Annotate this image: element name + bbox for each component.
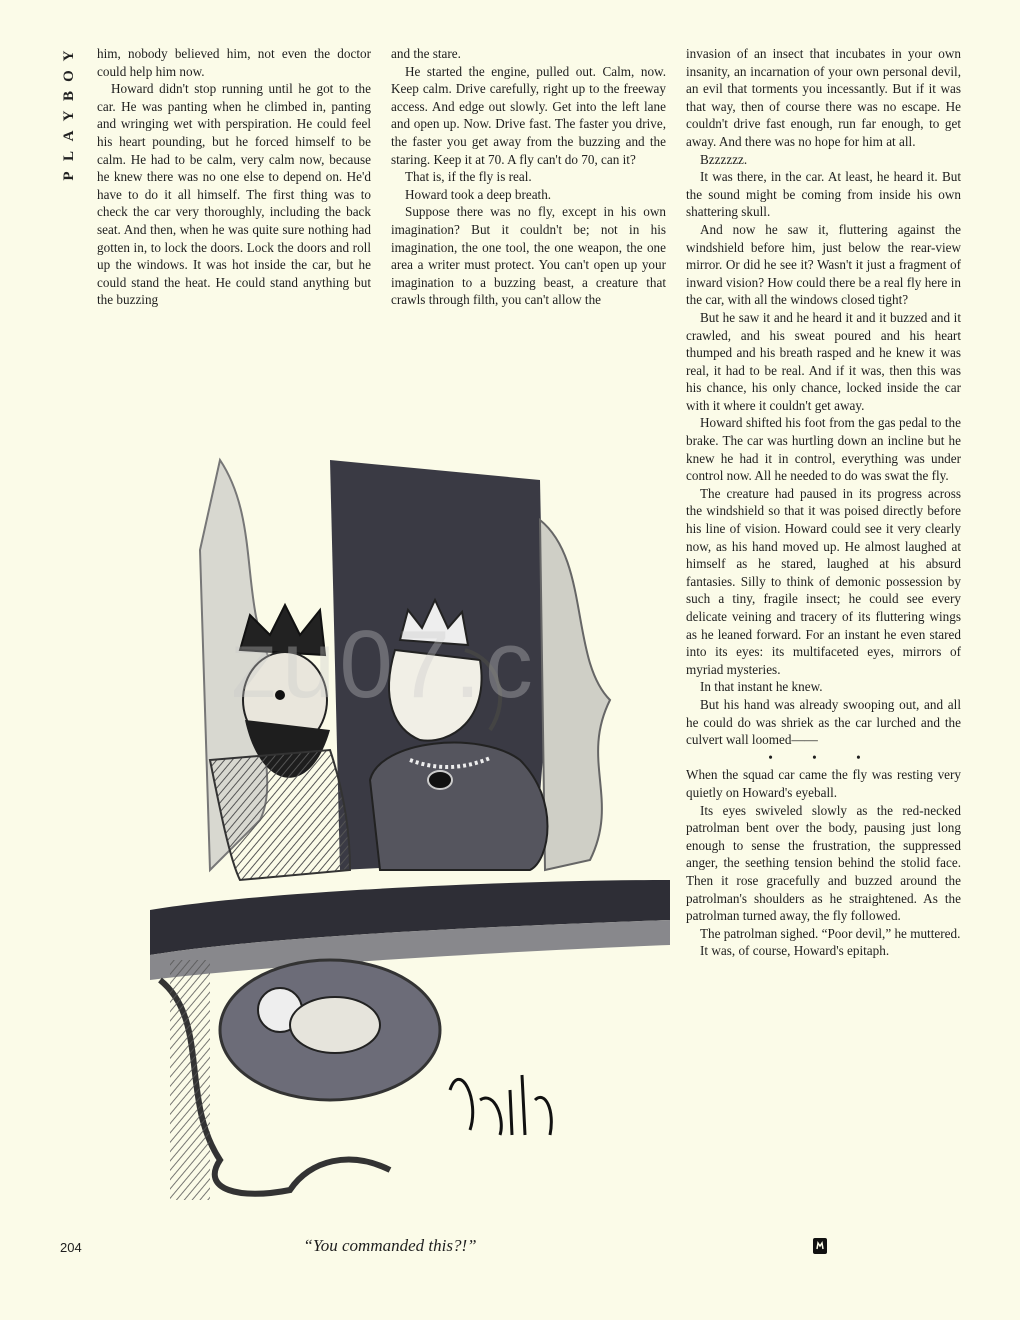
masthead-letter: O [61, 70, 77, 82]
cartoon-illustration [150, 400, 670, 1210]
paragraph: invasion of an insect that incubates in your own insanity, an incarnation of your own personal devil, an evil that torments you incessantly. But if it was that way, then of course there was no escape. He couldn't drive fast enough, run far enough, to get away. And there was no hope for him at all. [686, 46, 961, 149]
paragraph: It was there, in the car. At least, he heard it. But the sound might be coming from inside his own shattering skull. [686, 169, 961, 220]
paragraph: And now he saw it, fluttering against the windshield before him, just below the rear-view mirror. Or did he see it? Wasn't it just a fragment of inward vision? How could there be a real fly here in the car, with all the windows closed tight? [686, 221, 961, 308]
masthead-letter: P [61, 171, 77, 181]
artist-signature [450, 1075, 551, 1135]
paragraph: Howard didn't stop running until he got to the car. He was panting when he climbed in, panting and wringing wet with perspiration. He could feel his heart pounding, but he forced himself to be calm. He had to be calm, very calm now, because he knew there was no one else to depend on. He'd have to do it all himself. The first thing was to check the car very thoroughly, including the back seat. And then, when he was quite sure nothing had gotten in, to lock the doors. Lock the doors and roll up the windows. It was hot inside the car, but he could stand the heat. He could stand anything but the buzzing [97, 81, 371, 308]
masthead-vertical [58, 46, 80, 186]
text-column-1 [97, 45, 371, 309]
paragraph: him, nobody believed him, not even the doctor could help him now. [97, 46, 371, 79]
paragraph: But he saw it and he heard it and it buzzed and it crawled, and his sweat poured and his heart thumped and his breath rasped and he knew it was real, it had to be real. And if it was, then this was his chance, his only chance, locked inside the car with it where it couldn't get away. [686, 309, 961, 413]
masthead-letter: L [61, 151, 77, 162]
masthead-letter: Y [61, 110, 77, 122]
paragraph: In that instant he knew. [700, 679, 823, 695]
paragraph: Bzzzzzz. [700, 151, 748, 167]
paragraph: That is, if the fly is real. [405, 169, 532, 185]
paragraph: Suppose there was no fly, except in his own imagination? But it couldn't be; not in his imagination, the one tool, the one weapon, the one area a writer must protect. You can't open up your imagination to a buzzing beast, a creature that crawls through filth, you can't allow the [391, 204, 666, 308]
paragraph: The patrolman sighed. “Poor devil,” he muttered. [700, 925, 961, 941]
end-mark-icon [813, 1238, 827, 1254]
paragraph: But his hand was already swooping out, and all he could do was shriek as the car lurched and the culvert wall loomed—— [686, 696, 961, 748]
masthead-letter: A [61, 130, 77, 142]
paragraph: Howard shifted his foot from the gas pedal to the brake. The car was hurtling down an incline but he knew he had it in control, everything was under control now. All he needed to do was swat the fly. [686, 415, 961, 484]
paragraph: When the squad car came the fly was resting very quietly on Howard's eyeball. [686, 767, 961, 800]
paragraph: and the stare. [391, 46, 461, 61]
paragraph: Its eyes swiveled slowly as the red-necked patrolman bent over the body, pausing just long enough to sense the frustration, the suppressed anger, the seething tension behind the stolid face. Then it rose gracefully and buzzed around the patrolman's shoulders as he straightened. As the patrolman turned away, the fly followed. [686, 802, 961, 924]
masthead-letter: B [61, 91, 77, 102]
section-break: • • • [768, 749, 879, 765]
page-number: 204 [60, 1240, 82, 1255]
illustration-caption: “You commanded this?!” [303, 1236, 477, 1255]
paragraph: He started the engine, pulled out. Calm, now. Keep calm. Drive carefully, right up to the freeway access. And edge out slowly. Get into the left lane and open up. Now. Drive fast. The faster you drive, the faster you get away from the buzzing and the staring. Keep it at 70. A fly can't do 70, can it? [391, 63, 666, 167]
paragraph: The creature had paused in its progress across the windshield so that it was poised directly before his line of vision. Howard could see it very clearly now, as his hand moved up. He almost laughed at himself as he stared, laughed at his absurd fantasies. Silly to think of demonic possession by such a tiny, fragile insect; he could see every delicate veining and tracery of its fluttering wings as he leaned forward. For an instant he even stared into its eyes: its multifaceted eyes, mirrors of myriad mysteries. [686, 485, 961, 677]
text-column-2 [391, 45, 666, 309]
watermark-text: zu07.c [230, 611, 537, 718]
masthead-letter: Y [61, 50, 77, 62]
text-column-3 [686, 45, 961, 960]
paragraph: It was, of course, Howard's epitaph. [700, 943, 890, 959]
paragraph: Howard took a deep breath. [405, 186, 552, 202]
